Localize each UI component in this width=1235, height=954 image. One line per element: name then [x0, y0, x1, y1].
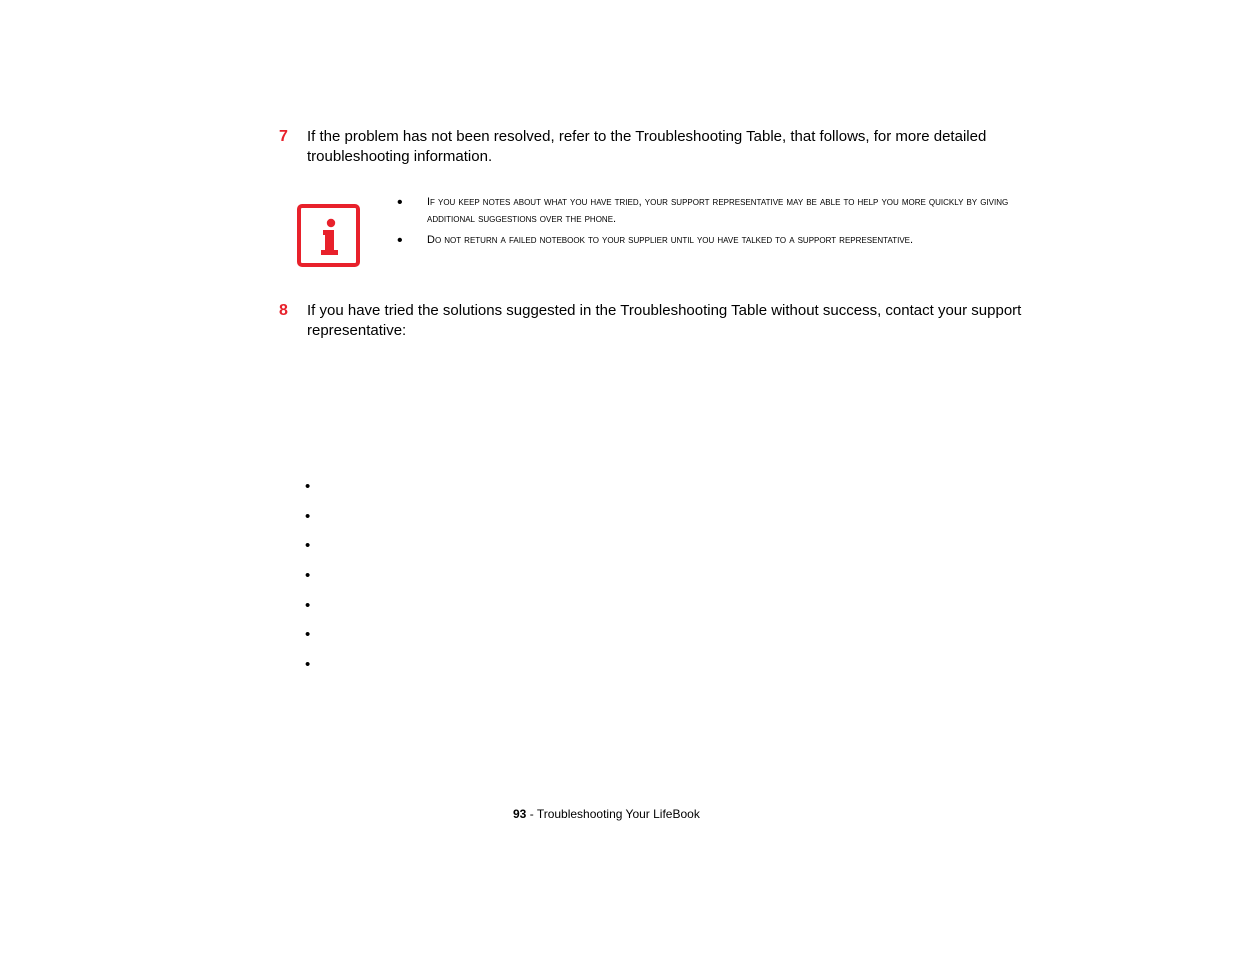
list-item: • — [305, 626, 311, 644]
step-number: 7 — [279, 128, 288, 145]
list-item: • — [305, 656, 311, 674]
note-list — [397, 194, 1057, 253]
step-number: 8 — [279, 302, 288, 319]
list-item: • — [305, 567, 311, 585]
list-item: • — [305, 478, 311, 495]
bullet: • — [397, 232, 403, 249]
page-footer — [513, 806, 700, 822]
step-text: If the problem has not been resolved, refer to the Troubleshooting Table, that follows, for more detailed troubleshooting information. — [307, 128, 987, 165]
step-text: If you have tried the solutions suggested in the Troubleshooting Table without success, contact your support representative: — [307, 302, 1022, 339]
note-text: Do not return a failed notebook to your supplier until you have talked to a support representative. — [427, 234, 914, 246]
footer-title: Troubleshooting Your LifeBook — [536, 807, 700, 821]
note-item — [397, 232, 1057, 249]
note-item — [397, 194, 1057, 228]
footer-separator: - — [526, 807, 537, 821]
list-item: • — [305, 507, 311, 525]
bullet: • — [397, 194, 403, 211]
note-text: If you keep notes about what you have tried, your support representative may be able to help you more quickly by giving additional suggestions over the phone. — [427, 196, 1009, 225]
list-item: • — [305, 596, 311, 614]
list-item: • — [305, 537, 311, 555]
page-number: 93 — [513, 807, 527, 821]
info-icon — [297, 204, 360, 267]
contact-list — [305, 476, 310, 684]
